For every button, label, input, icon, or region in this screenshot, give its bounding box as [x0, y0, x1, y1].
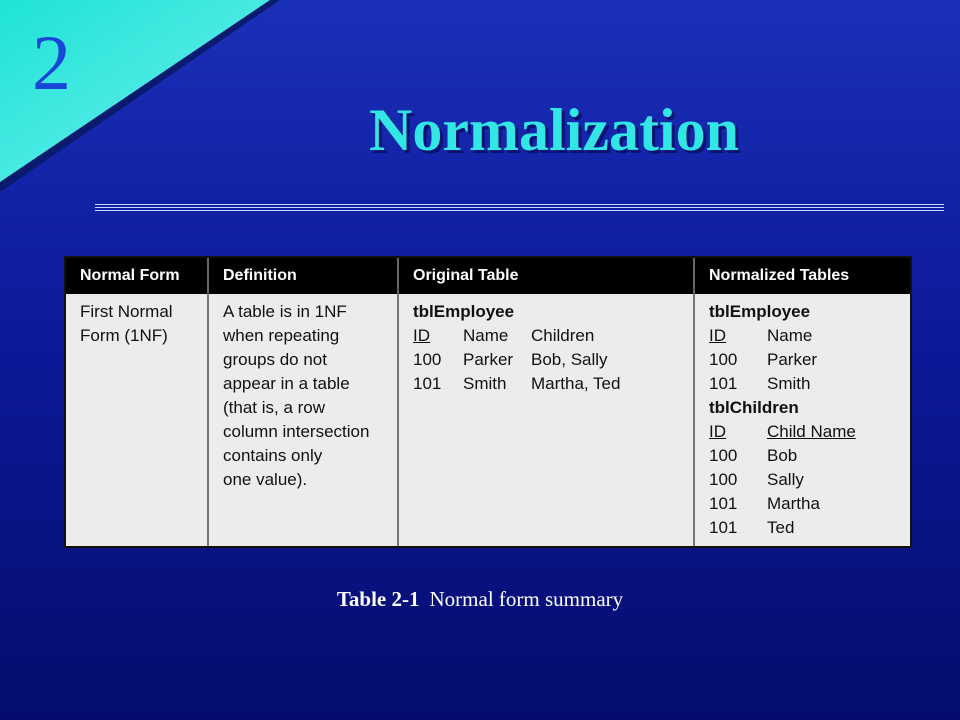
table-row: [66, 294, 910, 546]
definition-line: when repeating: [223, 326, 340, 345]
table-caption: [0, 587, 960, 612]
cell-name: Parker: [767, 350, 818, 369]
normal-form-line: First Normal: [80, 302, 173, 321]
definition-line: one value).: [223, 470, 308, 489]
normal-form-line: Form (1NF): [80, 326, 168, 345]
cell-children: Bob, Sally: [531, 350, 608, 369]
column-children: Children: [531, 326, 595, 345]
caption-text: Normal form summary: [429, 587, 624, 611]
caption-label: Table 2-1: [336, 587, 420, 611]
original-row: [413, 348, 685, 372]
normalized-row: [709, 372, 902, 396]
normal-form-cell: [66, 294, 208, 546]
definition-line: appear in a table: [223, 374, 350, 393]
column-id: ID: [709, 326, 726, 345]
definition-line: groups do not: [223, 350, 327, 369]
original-row: [413, 372, 685, 396]
cell-name: Smith: [463, 374, 507, 393]
definition-line: contains only: [223, 446, 323, 465]
normalized-row: [709, 468, 902, 492]
normalized-row: [709, 516, 902, 540]
column-name: Name: [767, 326, 813, 345]
normalized-table-name: tblChildren: [709, 398, 799, 417]
definition-line: (that is, a row: [223, 398, 326, 417]
definition-cell: [208, 294, 398, 546]
table-header-row: [66, 258, 910, 294]
cell-child-name: Ted: [767, 518, 795, 537]
header-original-table: Original Table: [398, 258, 694, 294]
slide-title: Normalization: [369, 97, 739, 163]
normalized-columns: [709, 420, 902, 444]
cell-name: Parker: [463, 350, 514, 369]
column-name: Name: [463, 326, 509, 345]
cell-id: 100: [709, 350, 738, 369]
normalized-row: [709, 348, 902, 372]
column-id: ID: [413, 326, 430, 345]
cell-id: 100: [709, 446, 738, 465]
chapter-number: 2: [32, 19, 71, 106]
original-table-name: tblEmployee: [413, 302, 515, 321]
normalized-table-name: tblEmployee: [709, 302, 811, 321]
normalized-columns: [709, 324, 902, 348]
cell-id: 101: [709, 374, 738, 393]
cell-child-name: Martha: [767, 494, 820, 513]
normalized-tables-cell: [694, 294, 910, 546]
header-normalized-tables: Normalized Tables: [694, 258, 910, 294]
column-id: ID: [709, 422, 726, 441]
normalized-row: [709, 444, 902, 468]
cell-child-name: Bob: [767, 446, 798, 465]
column-child-name: Child Name: [767, 422, 856, 441]
cell-name: Smith: [767, 374, 811, 393]
original-table-cell: [398, 294, 694, 546]
original-columns: [413, 324, 685, 348]
normalized-row: [709, 492, 902, 516]
cell-id: 100: [709, 470, 738, 489]
cell-children: Martha, Ted: [531, 374, 621, 393]
cell-id: 101: [709, 518, 738, 537]
header-definition: Definition: [208, 258, 398, 294]
cell-id: 100: [413, 350, 442, 369]
definition-line: column intersection: [223, 422, 370, 441]
definition-line: A table is in 1NF: [223, 302, 347, 321]
normal-form-table: [64, 256, 912, 548]
cell-id: 101: [709, 494, 738, 513]
header-normal-form: Normal Form: [66, 258, 208, 294]
cell-child-name: Sally: [767, 470, 804, 489]
cell-id: 101: [413, 374, 442, 393]
